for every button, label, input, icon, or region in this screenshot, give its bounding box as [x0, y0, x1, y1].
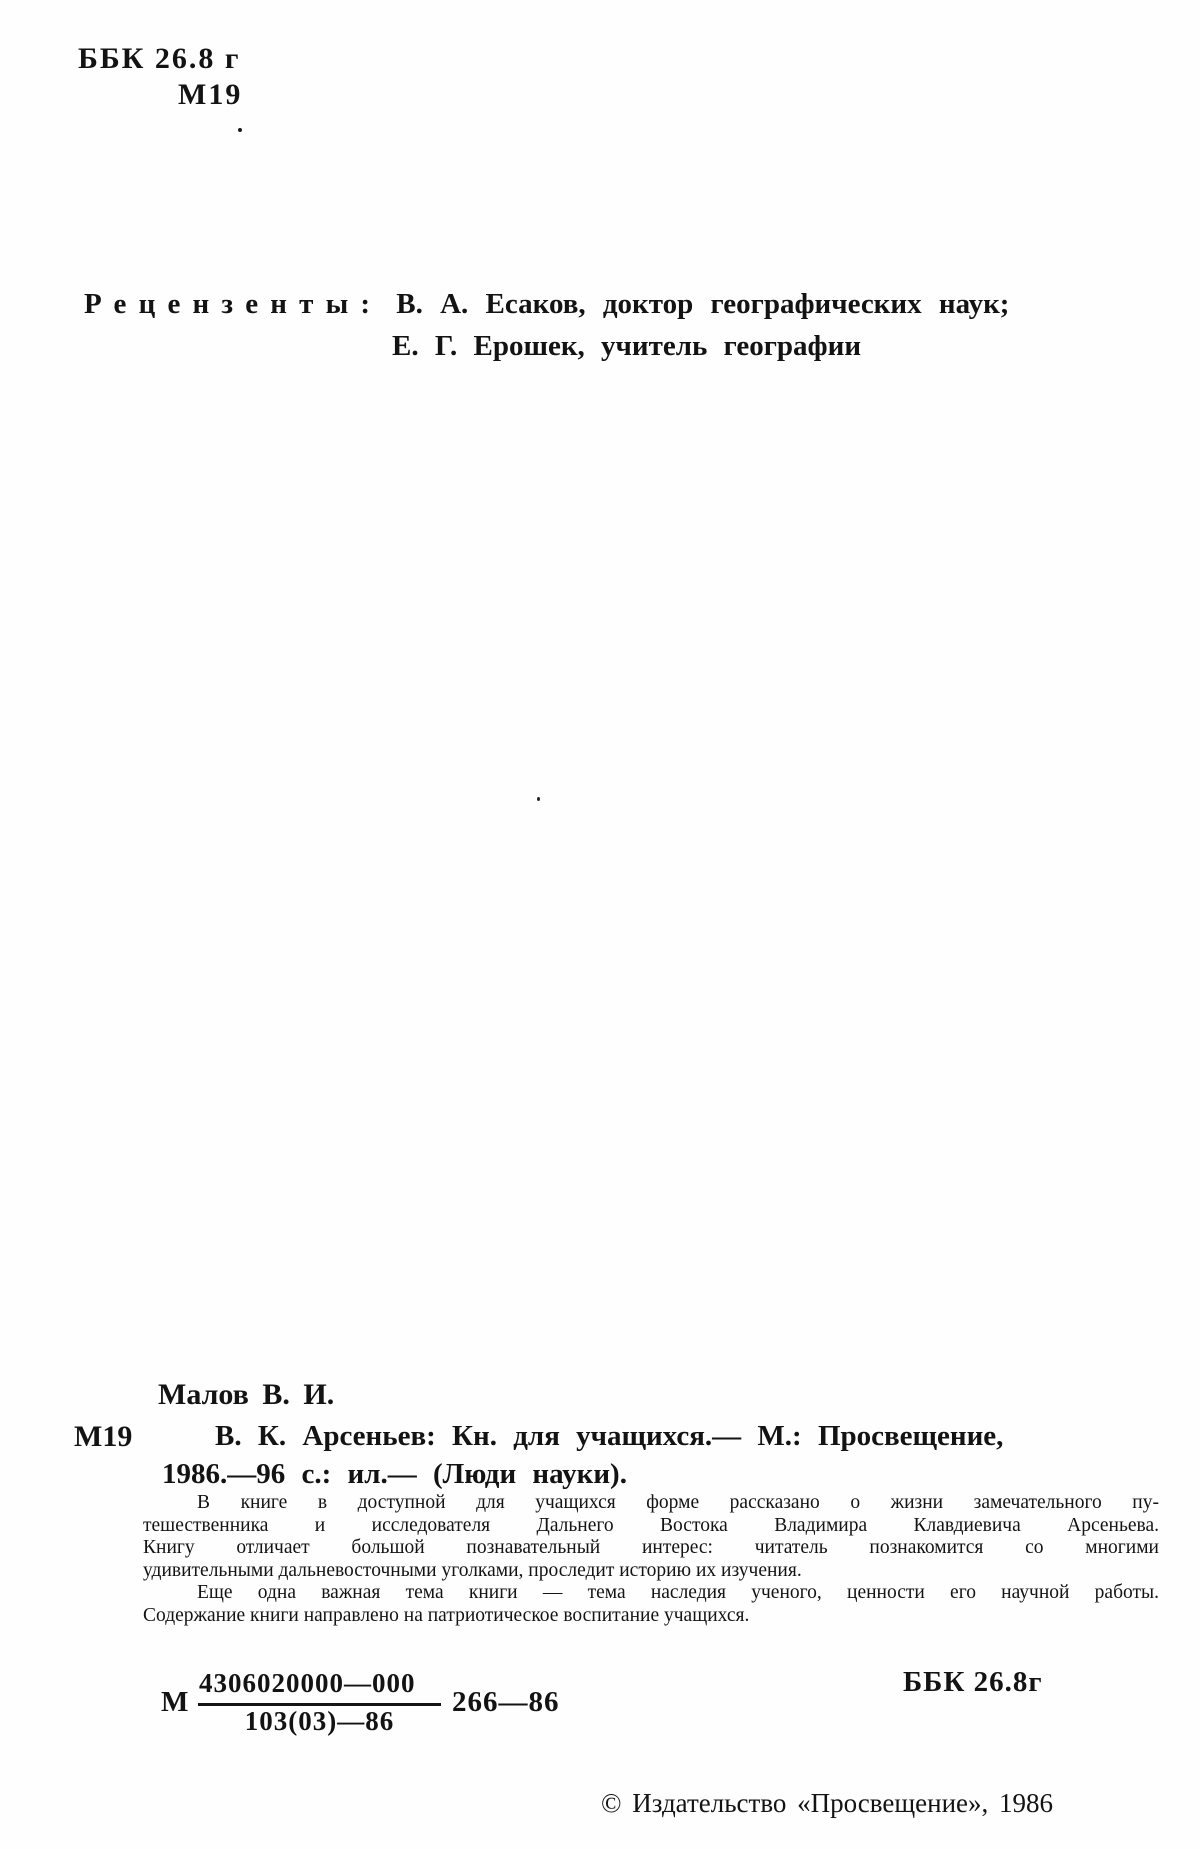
annotation-line: Содержание книги направлено на патриотическое воспитание учащихся. [143, 1604, 750, 1626]
imprint-denominator: 103(03)—86 [244, 1706, 395, 1736]
reviewers-label: Рецензенты: [84, 288, 383, 320]
paper-speck [537, 797, 540, 801]
author-index-top: М19 [178, 78, 243, 111]
catalog-title-line-2: 1986.—96 с.: ил.— (Люди науки). [162, 1458, 627, 1490]
paper-speck [238, 128, 242, 132]
annotation-block [143, 1492, 1159, 1628]
reviewers-line-2: Е. Г. Ерошек, учитель географии [392, 330, 862, 362]
bbk-code-top: ББК 26.8 г [78, 42, 241, 75]
annotation-line: В книге в доступной для учащихся форме рассказано о жизни замечательного пу- [197, 1492, 1159, 1513]
imprint-letter: М [161, 1686, 189, 1718]
annotation-line: удивительными дальневосточными уголками, проследит историю их изучения. [143, 1559, 802, 1581]
copyright-line: © Издательство «Просвещение», 1986 [601, 1788, 1054, 1818]
imprint-numerator: 4306020000—000 [199, 1668, 416, 1698]
catalog-author: Малов В. И. [158, 1378, 335, 1411]
annotation-line: тешественника и исследователя Дальнего Востока Владимира Клавдиевича Арсеньева. [143, 1514, 1159, 1536]
annotation-line: Еще одна важная тема книги — тема наследия ученого, ценности его научной работы. [197, 1582, 1159, 1604]
annotation-line: Книгу отличает большой познавательный интерес: читатель познакомится со многими [143, 1537, 1159, 1559]
imprint-order-code: 266—86 [452, 1686, 560, 1718]
catalog-author-index: М19 [74, 1420, 133, 1453]
reviewers-line-1 [84, 288, 1009, 321]
reviewer-1: В. А. Есаков, доктор географических наук; [396, 288, 1010, 320]
bbk-code-bottom: ББК 26.8г [903, 1666, 1043, 1698]
catalog-title-line-1: В. К. Арсеньев: Кн. для учащихся.— М.: Просвещение, [215, 1420, 1004, 1452]
